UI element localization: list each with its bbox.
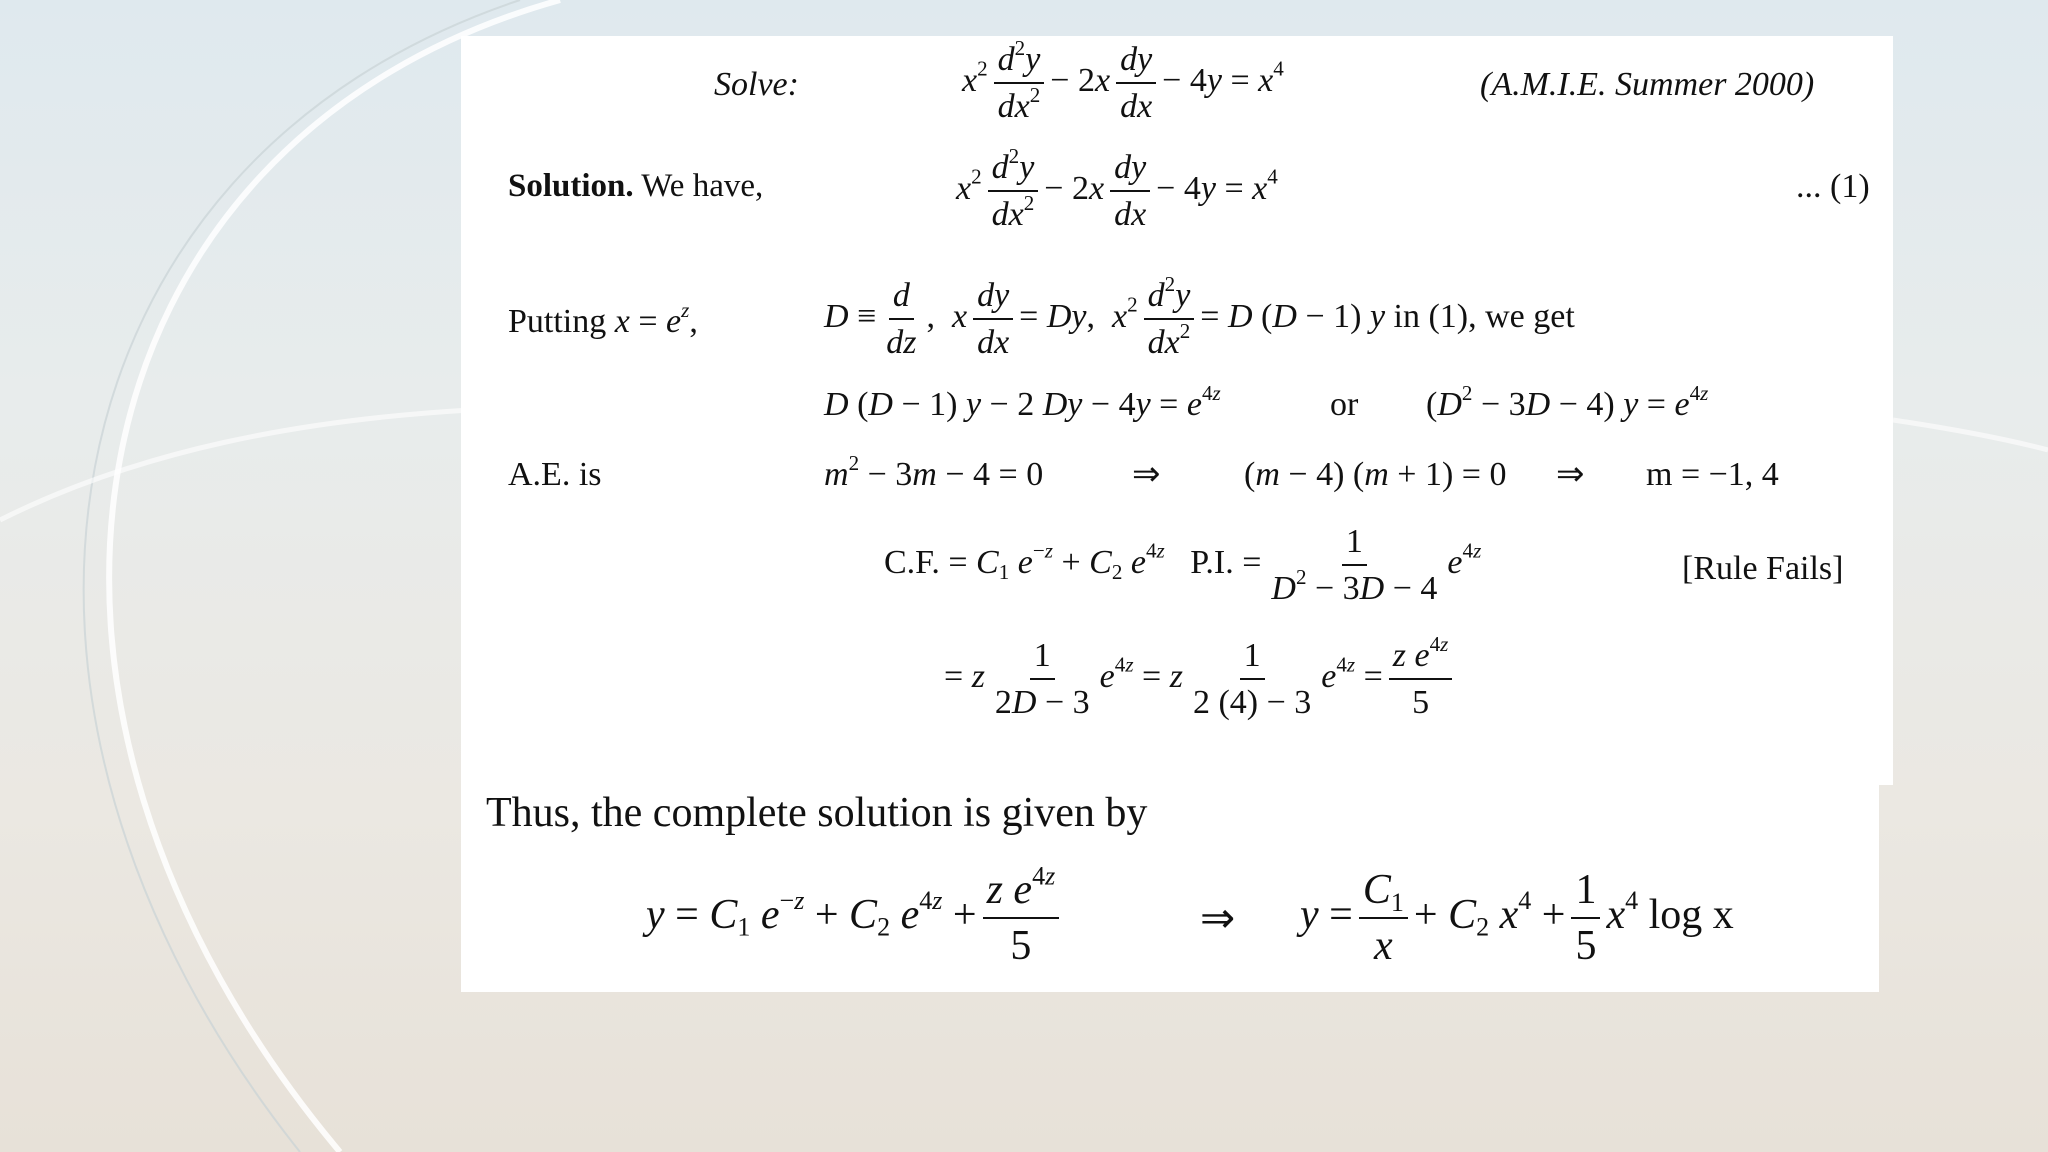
putting-label: Putting $x = e^z$, bbox=[508, 297, 698, 340]
factored-equation: (m − 4) (m + 1) = 0 bbox=[1244, 456, 1507, 493]
substitution: D ≡ $\frac{d}{dz}$ , x $\frac{dy}{dx}$ = Dy, $x^2$ $\frac{d^2y}{dx^2}$ = D (D − 1) y in (1), we get bbox=[824, 271, 1575, 362]
roots: m = −1, 4 bbox=[1646, 456, 1779, 493]
implies-arrow-3: ⇒ bbox=[1200, 896, 1236, 942]
ae-label: A.E. is bbox=[508, 456, 602, 493]
solution-label: Solution. We have, bbox=[508, 168, 764, 204]
implies-arrow-2: ⇒ bbox=[1556, 456, 1585, 493]
implies-arrow-1: ⇒ bbox=[1132, 456, 1161, 493]
or-word: or bbox=[1330, 386, 1359, 423]
rule-fails: [Rule Fails] bbox=[1682, 550, 1844, 587]
equation-number: ... (1) bbox=[1796, 168, 1870, 205]
operator-form: $(D^2 - 3D - 4) y = e^{4z}$ bbox=[1426, 380, 1709, 423]
complete-solution-z: $y = C_1$ $e^{-z} + C_2$ $e^{4z}$ + $\frac{z e^{4z}}{5}$ bbox=[646, 866, 1065, 971]
conclusion-text: Thus, the complete solution is given by bbox=[486, 790, 1148, 836]
pi-evaluation: = z $\frac{1}{2D - 3}$ $e^{4z} = z$ $\frac{1}{2 (4) - 3}$ $e^{4z}$ = $\frac{z e^{4z}}{5}$ bbox=[944, 636, 1458, 722]
equation-1: $x^2$ $\frac{d^2y}{dx^2}$ − 2x $\frac{dy}{dx}$ − $4y = x^4$ bbox=[956, 143, 1278, 234]
given-equation: $x^2$ $\frac{d^2y}{dx^2}$ − 2x $\frac{dy}{dx}$ − $4y = x^4$ bbox=[962, 35, 1284, 126]
exam-source: (A.M.I.E. Summer 2000) bbox=[1480, 66, 1815, 103]
auxiliary-equation: $m^2 - 3m - 4 = 0$ bbox=[824, 450, 1044, 493]
solve-label: Solve: bbox=[714, 66, 799, 103]
reduced-equation: D (D − 1) y − 2 $Dy - 4y = e^{4z}$ bbox=[824, 380, 1221, 423]
complete-solution-x: y = $\frac{C_1}{x}$ + $C_2$ $x^4$ + $\frac{1}{5}$ $x^4$ log x bbox=[1300, 867, 1734, 970]
cf-pi-line: C.F. = $C_1$ $e^{-z} + C_2$ $e^{4z}$ P.I. = $\frac{1}{D^2 - 3D - 4}$ $e^{4z}$ bbox=[884, 523, 1482, 608]
